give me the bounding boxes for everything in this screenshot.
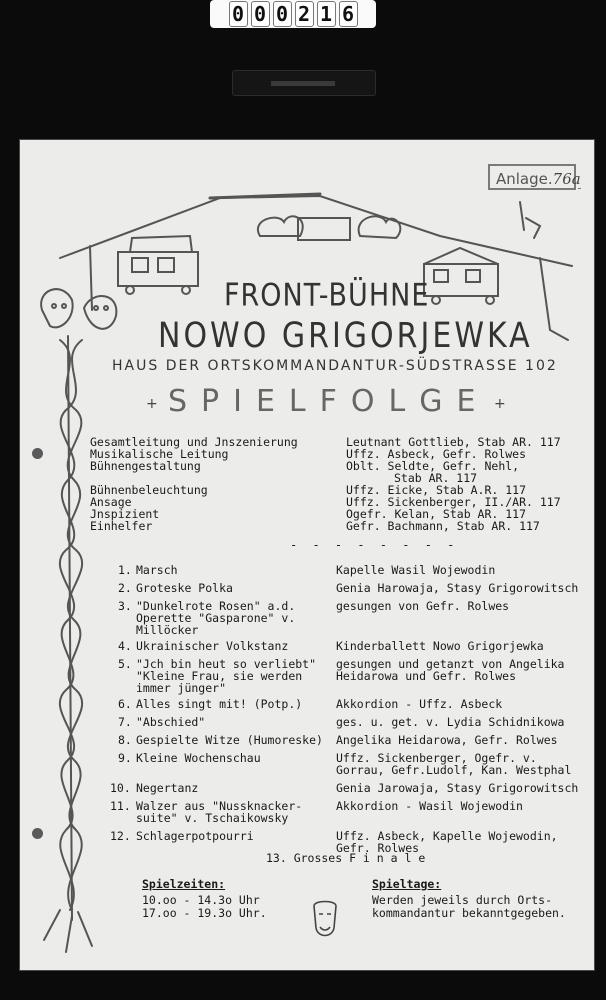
title-nowo-grigorjewka: NOWO GRIGORJEWKA	[158, 316, 533, 357]
program-title: Marsch	[136, 563, 178, 577]
program-title: Ukrainischer Volkstanz	[136, 639, 289, 653]
title-front-buehne: FRONT-BÜHNE	[224, 278, 430, 314]
program-number: 7.	[118, 715, 132, 729]
theater-address: HAUS DER ORTSKOMMANDANTUR-SÜDSTRASSE 102	[112, 358, 558, 374]
program-number: 6.	[118, 697, 132, 711]
program-title: "Jch bin heut so verliebt"	[136, 657, 317, 671]
program-title: Kleine Wochenschau	[136, 751, 261, 765]
program-performer: Genia Jarowaja, Stasy Grigorowitsch	[336, 781, 579, 795]
program-performer: Gorrau, Gefr.Ludolf, Kan. Westphal	[336, 763, 572, 777]
program-title: Groteske Polka	[136, 581, 233, 595]
program-number: 4.	[118, 639, 132, 653]
credit-role: Gesamtleitung und Jnszenierung	[90, 435, 298, 449]
program-performer: Heidarowa und Gefr. Rolwes	[336, 669, 517, 683]
program-title: Alles singt mit! (Potp.)	[136, 697, 303, 711]
counter-digit: 0	[273, 1, 292, 27]
credit-person: Uffz. Asbeck, Gefr. Rolwes	[346, 447, 527, 461]
program-performer: Akkordion - Wasil Wojewodin	[336, 799, 523, 813]
anlage-number: 76a	[552, 170, 581, 188]
program-performer: Kapelle Wasil Wojewodin	[336, 563, 496, 577]
counter-digit: 2	[295, 1, 314, 27]
program-number: 2.	[118, 581, 132, 595]
stage-roof-illustration	[20, 140, 594, 970]
program-title: Schlagerpotpourri	[136, 829, 254, 843]
credit-role: Jnspizient	[90, 507, 160, 521]
program-performer: Gefr. Rolwes	[336, 841, 420, 855]
credit-role: Musikalische Leitung	[90, 447, 229, 461]
decor-plus: +	[494, 396, 506, 412]
program-number: 12.	[110, 829, 131, 843]
playdays-line: Werden jeweils durch Orts-	[372, 893, 553, 907]
subtitle-spielfolge: SPIELFOLGE	[168, 384, 490, 419]
program-title: Negertanz	[136, 781, 199, 795]
program-title: "Dunkelrote Rosen" a.d.	[136, 599, 296, 613]
program-title: suite" v. Tschaikowsky	[136, 811, 289, 825]
program-title: "Kleine Frau, sie werden	[136, 669, 303, 683]
program-number: 5.	[118, 657, 132, 671]
credit-role: Bühnenbeleuchtung	[90, 483, 208, 497]
program-performer: gesungen und getanzt von Angelika	[336, 657, 565, 671]
program-title: Millöcker	[136, 623, 199, 637]
decor-plus: +	[146, 396, 158, 412]
credit-person: Ogefr. Kelan, Stab AR. 117	[346, 507, 527, 521]
playtime-line: 10.oo - 14.3o Uhr	[142, 893, 260, 907]
credit-person: Gefr. Bachmann, Stab AR. 117	[346, 519, 540, 533]
finale-line: 13. Grosses F i n a l e	[266, 851, 426, 865]
program-title: "Abschied"	[136, 715, 206, 729]
program-performer: Uffz. Sickenberger, Ogefr. v.	[336, 751, 537, 765]
playtime-line: 17.oo - 19.3o Uhr.	[142, 906, 267, 920]
credit-role: Bühnengestaltung	[90, 459, 201, 473]
program-number: 11.	[110, 799, 131, 813]
credit-role: Ansage	[90, 495, 132, 509]
program-performer: gesungen von Gefr. Rolwes	[336, 599, 510, 613]
program-number: 10.	[110, 781, 131, 795]
counter-digit: 0	[251, 1, 270, 27]
program-title: Walzer aus "Nussknacker-	[136, 799, 303, 813]
program-title: immer jünger"	[136, 681, 227, 695]
playdays-heading: Spieltage:	[372, 877, 442, 891]
credit-person: Stab AR. 117	[394, 471, 478, 485]
credit-person: Leutnant Gottlieb, Stab AR. 117	[346, 435, 561, 449]
program-title: Operette "Gasparone" v.	[136, 611, 296, 625]
separator: - - - - - - - -	[290, 538, 459, 552]
credit-person: Oblt. Seldte, Gefr. Nehl,	[346, 459, 520, 473]
document-clip	[232, 70, 376, 96]
playdays-line: kommandantur bekanntgegeben.	[372, 906, 566, 920]
program-performer: Uffz. Asbeck, Kapelle Wojewodin,	[336, 829, 558, 843]
program-performer: Angelika Heidarowa, Gefr. Rolwes	[336, 733, 558, 747]
counter-digit: 1	[317, 1, 336, 27]
credit-person: Uffz. Sickenberger, II./AR. 117	[346, 495, 561, 509]
playtimes-heading: Spielzeiten:	[142, 877, 226, 891]
program-number: 9.	[118, 751, 132, 765]
program-title: Gespielte Witze (Humoreske)	[136, 733, 323, 747]
frame-counter	[210, 0, 376, 28]
program-sheet	[20, 140, 594, 970]
program-performer: Genia Harowaja, Stasy Grigorowitsch	[336, 581, 579, 595]
program-number: 1.	[118, 563, 132, 577]
credit-person: Uffz. Eicke, Stab A.R. 117	[346, 483, 527, 497]
credit-role: Einhelfer	[90, 519, 153, 533]
counter-digit: 0	[229, 1, 248, 27]
program-number: 3.	[118, 599, 132, 613]
program-performer: ges. u. get. v. Lydia Schidnikowa	[336, 715, 565, 729]
program-number: 8.	[118, 733, 132, 747]
program-performer: Akkordion - Uffz. Asbeck	[336, 697, 503, 711]
counter-digit: 6	[339, 1, 358, 27]
anlage-label: Anlage.	[496, 170, 553, 188]
mask-face-icon	[310, 900, 340, 940]
program-performer: Kinderballett Nowo Grigorjewka	[336, 639, 544, 653]
